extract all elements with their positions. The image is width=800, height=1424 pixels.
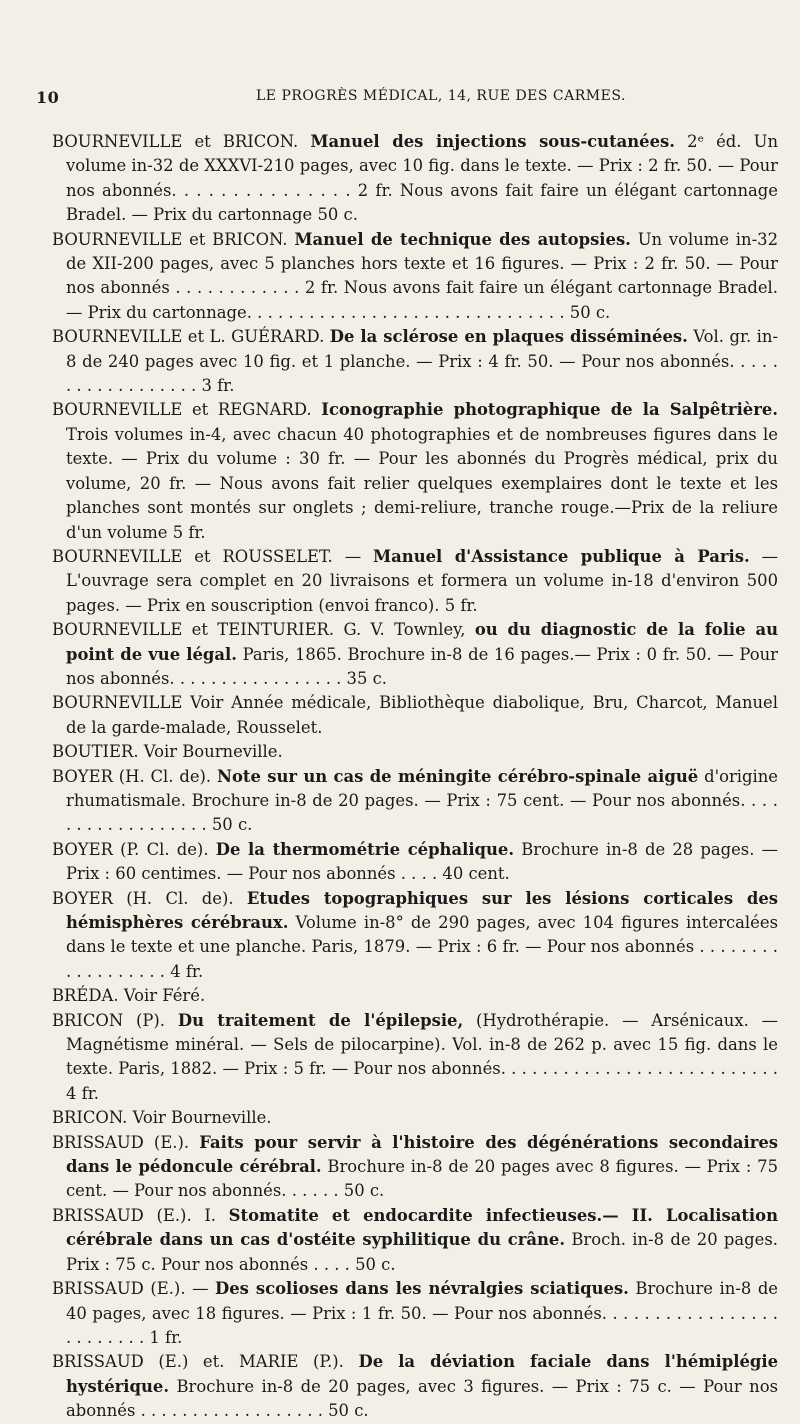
catalog-entry	[52, 545, 778, 618]
entry-author: BRISSAUD (E.). I.	[52, 1205, 216, 1225]
entry-title: Faits pour servir à l'histoire des dégénérations secondaires dans le pédoncule cérébral.	[66, 1132, 778, 1177]
entry-author: BRICON (P).	[52, 1010, 166, 1030]
entry-title: Des scolioses dans les névralgies sciatiques.	[215, 1279, 629, 1299]
entry-body: Volume in-8° de 290 pages, avec 104 figures intercalées dans le texte et une planche. Paris, 1879. — Prix : 6 fr. — Pour nos abonnés . . . . . . . . . . . . . . . . . . 4 fr.	[66, 913, 778, 981]
entry-author: BOURNEVILLE et BRICON.	[52, 229, 288, 249]
entry-author: BOYER (P. Cl. de).	[52, 839, 209, 859]
entry-author: BRISSAUD (E.) et. MARIE (P.).	[52, 1352, 344, 1372]
entry-title: Etudes topographiques sur les lésions corticales des hémisphères cérébraux.	[66, 888, 778, 932]
catalog-entry	[52, 1131, 778, 1204]
catalog-entry	[52, 398, 778, 544]
entry-title: Stomatite et endocardite infectieuses.— II. Localisation cérébrale dans un cas d'ostéite syphilitique du crâne.	[66, 1205, 778, 1250]
entry-title: ou du diagnostic de la folie au point de vue légal.	[66, 620, 778, 664]
entry-body: Voir Bourneville.	[132, 1108, 272, 1128]
entry-author: BOURNEVILLE et REGNARD.	[52, 400, 312, 420]
entry-author: BRÉDA.	[52, 986, 119, 1006]
catalog-entry	[52, 1009, 778, 1107]
catalog-entry	[52, 1106, 778, 1130]
entry-body: Voir Féré.	[123, 986, 206, 1006]
catalog-entry	[52, 1350, 778, 1423]
entry-title: Iconographie photographique de la Salpêtrière.	[321, 400, 778, 420]
entry-author: BRISSAUD (E.).	[52, 1132, 190, 1152]
catalog-entry	[52, 228, 778, 326]
entry-author: BRICON.	[52, 1108, 128, 1128]
entry-title: Note sur un cas de méningite cérébro-spinale aiguë	[217, 766, 699, 786]
entry-body: Brochure in-8 de 28 pages. — Prix : 60 centimes. — Pour nos abonnés . . . . 40 cent.	[66, 839, 778, 884]
entry-title: Manuel d'Assistance publique à Paris.	[373, 546, 750, 566]
entry-title: Manuel des injections sous-cutanées.	[310, 132, 675, 151]
entry-author: BOURNEVILLE et TEINTURIER. G. V. Townley,	[52, 620, 466, 640]
catalog-entry	[52, 1204, 778, 1277]
entry-title: De la déviation faciale dans l'hémiplégie hystérique.	[66, 1352, 778, 1396]
catalog-entry	[52, 618, 778, 691]
catalog-entry	[52, 765, 778, 838]
entry-author: BOURNEVILLE et ROUSSELET. —	[52, 546, 362, 566]
entry-author: BOURNEVILLE et BRICON.	[52, 132, 299, 151]
catalog-entries	[52, 130, 778, 1424]
entry-body: Brochure in-8 de 40 pages, avec 18 figures. — Prix : 1 fr. 50. — Pour nos abonnés. . . . . . . . . . . . . . . . . . . . . . . . . 1 fr.	[66, 1279, 779, 1347]
entry-body: Trois volumes in-4, avec chacun 40 photographies et de nombreuses figures dans le texte. — Prix du volume : 30 fr. — Pour les abonnés du Progrès médical, prix du volume, 20 fr. — Nous avons fait relier quelques exemplaires dont le texte et les planches sont montés sur onglets ; demi-reliure, tranche rouge.—Prix de la reliure d'un volume 5 fr.	[66, 424, 778, 542]
entry-body: Voir Bourneville.	[143, 742, 283, 762]
running-title: LE PROGRÈS MÉDICAL, 14, RUE DES CARMES.	[256, 88, 626, 104]
entry-author: BOURNEVILLE et L. GUÉRARD.	[52, 327, 325, 347]
entry-author: BRISSAUD (E.). —	[52, 1279, 209, 1299]
entry-title: De la thermométrie céphalique.	[215, 839, 515, 859]
entry-body: Vol. gr. in-8 de 240 pages avec 10 fig. et 1 planche. — Prix : 4 fr. 50. — Pour nos abonnés. . . . . . . . . . . . . . . . . . 3 fr.	[66, 327, 779, 396]
entry-body: (Hydrothérapie. — Arsénicaux. — Magnétisme minéral. — Sels de pilocarpine). Vol. in-8 de 262 p. avec 15 fig. dans le texte. Paris, 1882. — Prix : 5 fr. — Pour nos abonnés. . . . . . . . . . . . . . . . . . . . . . . . . . . 4 fr.	[66, 1010, 779, 1103]
entry-body: Broch. in-8 de 20 pages. Prix : 75 c. Pour nos abonnés . . . . 50 c.	[66, 1230, 778, 1274]
catalog-entry	[52, 740, 778, 764]
catalog-entry	[52, 691, 778, 740]
page-number: 10	[36, 88, 60, 107]
entry-body: Paris, 1865. Brochure in-8 de 16 pages.— Prix : 0 fr. 50. — Pour nos abonnés. . . . . . . . . . . . . . . . . 35 c.	[66, 644, 778, 688]
entry-author: BOYER (H. Cl. de).	[52, 888, 234, 908]
entry-body: Brochure in-8 de 20 pages, avec 3 figures. — Prix : 75 c. — Pour nos abonnés . . . . . . . . . . . . . . . . . . 50 c.	[66, 1376, 778, 1421]
entry-body: Voir Année médicale, Bibliothèque diabolique, Bru, Charcot, Manuel de la garde-malade, Rousselet.	[66, 693, 779, 737]
catalog-entry	[52, 1277, 778, 1350]
page-header	[36, 88, 736, 107]
entry-body: Brochure in-8 de 20 pages avec 8 figures. — Prix : 75 cent. — Pour nos abonnés. . . . . . 50 c.	[66, 1157, 778, 1201]
entry-title: Du traitement de l'épilepsie,	[177, 1010, 464, 1030]
entry-author: BOURNEVILLE	[52, 693, 183, 713]
entry-body: d'origine rhumatismale. Brochure in-8 de 20 pages. — Prix : 75 cent. — Pour nos abonnés. . . . . . . . . . . . . . . . . . 50 c.	[66, 766, 779, 835]
entry-body: Un volume in-32 de XII-200 pages, avec 5 planches hors texte et 16 figures. — Prix : 2 fr. 50. — Pour nos abonnés . . . . . . . . . . . . 2 fr. Nous avons fait faire un élégant cartonnage Bradel. — Prix du cartonnage. . . . . . . . . . . . . . . . . . . . . . . . . . . . . . . 50 c.	[66, 229, 779, 322]
entry-body: 2ᵉ éd. Un volume in-32 de XXXVI-210 pages, avec 10 fig. dans le texte. — Prix : 2 fr. 50. — Pour nos abonnés. . . . . . . . . . . . . . . 2 fr. Nous avons fait faire un élégant cartonnage Bradel. — Prix du cartonnage 50 c.	[66, 132, 778, 225]
entry-author: BOYER (H. Cl. de).	[52, 766, 212, 786]
catalog-entry	[52, 838, 778, 887]
catalog-entry	[52, 887, 778, 985]
catalog-entry	[52, 984, 778, 1008]
catalog-entry	[52, 130, 778, 228]
catalog-entry	[52, 325, 778, 398]
entry-title: De la sclérose en plaques disséminées.	[329, 327, 688, 347]
entry-body: — L'ouvrage sera complet en 20 livraisons et formera un volume in-18 d'environ 500 pages. — Prix en souscription (envoi franco). 5 fr.	[66, 546, 778, 615]
entry-author: BOUTIER.	[52, 742, 139, 762]
entry-title: Manuel de technique des autopsies.	[294, 229, 631, 249]
